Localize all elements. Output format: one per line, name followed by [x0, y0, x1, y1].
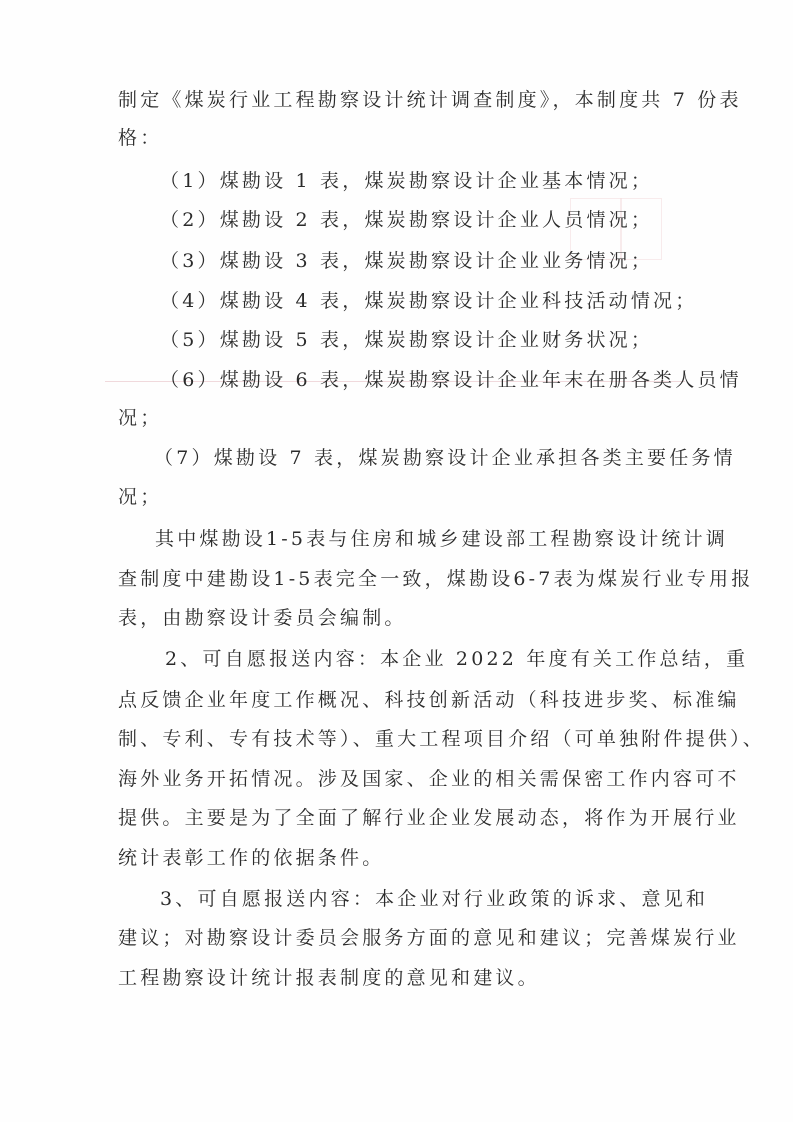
document-text-line: 表，由勘察设计委员会编制。 [118, 607, 407, 629]
document-text-line: 点反馈企业年度工作概况、科技创新活动（科技进步奖、标准编 [118, 689, 740, 711]
document-text-line: 统计表彰工作的依据条件。 [118, 847, 385, 869]
document-text-line: （6）煤勘设 6 表，煤炭勘察设计企业年末在册各类人员情 [160, 369, 742, 391]
document-text-line: （3）煤勘设 3 表，煤炭勘察设计企业业务情况； [160, 250, 654, 272]
document-text-line: 工程勘察设计统计报表制度的意见和建议。 [118, 967, 540, 989]
document-text-line: （2）煤勘设 2 表，煤炭勘察设计企业人员情况； [160, 209, 654, 231]
document-text-line: 提供。主要是为了全面了解行业企业发展动态，将作为开展行业 [118, 807, 740, 829]
document-text-line: （5）煤勘设 5 表，煤炭勘察设计企业财务状况； [160, 329, 654, 351]
document-text-line: 海外业务开拓情况。涉及国家、企业的相关需保密工作内容可不 [118, 768, 740, 790]
document-text-line: （7）煤勘设 7 表，煤炭勘察设计企业承担各类主要任务情 [154, 447, 736, 469]
document-text-line: 况； [118, 407, 163, 429]
document-text-line: （4）煤勘设 4 表，煤炭勘察设计企业科技活动情况； [160, 290, 698, 312]
document-text-line: 格： [118, 127, 163, 149]
document-text-line: 查制度中建勘设1-5表完全一致，煤勘设6-7表为煤炭行业专用报 [118, 568, 754, 590]
document-text-line: （1）煤勘设 1 表，煤炭勘察设计企业基本情况； [160, 170, 654, 192]
document-text-line: 况； [118, 486, 163, 508]
document-text-line: 制、专利、专有技术等）、重大工程项目介绍（可单独附件提供）、 [118, 728, 766, 750]
document-text-line: 建议；对勘察设计委员会服务方面的意见和建议；完善煤炭行业 [118, 927, 740, 949]
document-text-line: 3、可自愿报送内容：本企业对行业政策的诉求、意见和 [160, 888, 709, 910]
document-text-line: 制定《煤炭行业工程勘察设计统计调查制度》，本制度共 7 份表 [118, 89, 742, 111]
document-text-line: 2、可自愿报送内容：本企业 2022 年度有关工作总结，重 [165, 648, 749, 670]
document-text-line: 其中煤勘设1-5表与住房和城乡建设部工程勘察设计统计调 [155, 528, 728, 550]
